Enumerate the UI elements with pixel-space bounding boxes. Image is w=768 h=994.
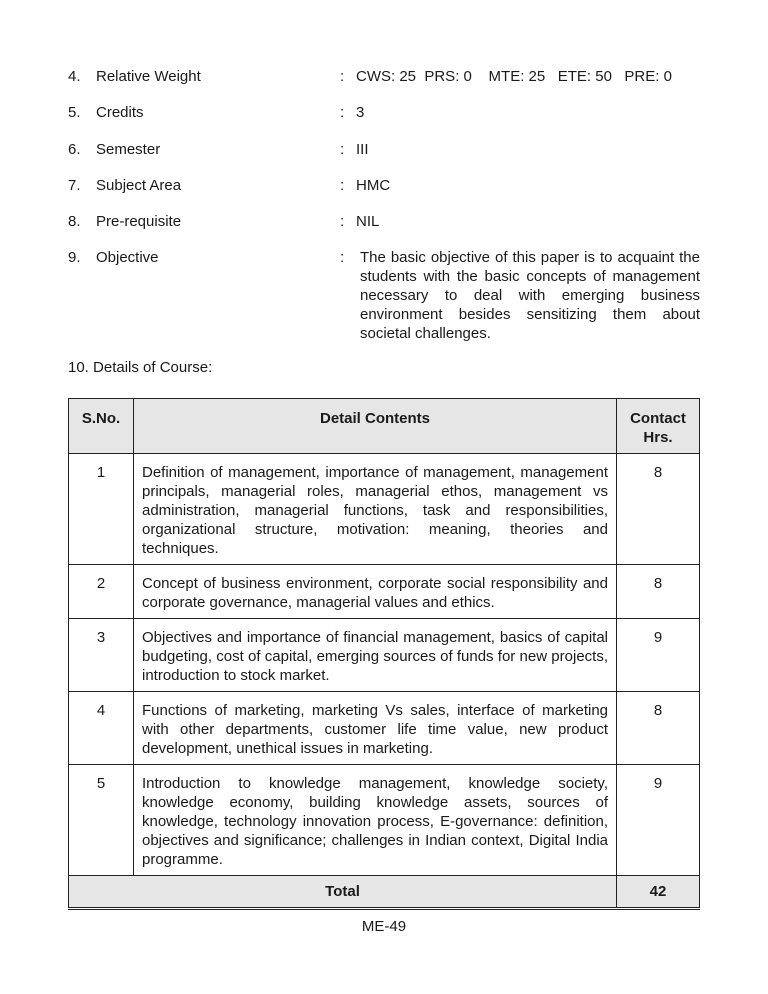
cell-detail: Concept of business environment, corporate social responsibility and corporate governance, managerial values and ethics.: [134, 565, 617, 619]
cell-detail: Functions of marketing, marketing Vs sales, interface of marketing with other departments, customer life time value, new product development, unethical issues in marketing.: [134, 692, 617, 765]
header-contact-hrs-line2: Hrs.: [643, 429, 673, 446]
info-value: HMC: [356, 177, 391, 194]
header-detail-contents: Detail Contents: [134, 399, 617, 454]
table-row: [69, 692, 700, 765]
cell-detail: Definition of management, importance of management, management principals, managerial roles, managerial ethos, management vs administration, managerial functions, task and responsibilities, organizational structure, motivation: meaning, theories and techniques.: [134, 454, 617, 565]
info-colon: :: [340, 213, 345, 230]
info-number: 5.: [68, 104, 81, 121]
info-value: NIL: [356, 213, 380, 230]
info-value: 3: [356, 104, 365, 121]
header-sno: S.No.: [69, 399, 134, 454]
info-label: Credits: [96, 104, 144, 121]
cell-sno: 1: [69, 454, 134, 565]
info-colon: :: [340, 249, 345, 266]
cell-hrs: 9: [617, 619, 700, 692]
info-number: 8.: [68, 213, 81, 230]
info-colon: :: [340, 177, 345, 194]
info-colon: :: [340, 68, 345, 85]
info-label: Objective: [96, 249, 159, 266]
table-row: [69, 619, 700, 692]
info-colon: :: [340, 104, 345, 121]
info-label: Semester: [96, 141, 161, 158]
cell-sno: 4: [69, 692, 134, 765]
total-label: Total: [69, 876, 617, 908]
cell-hrs: 8: [617, 565, 700, 619]
info-number: 4.: [68, 68, 81, 85]
table-row: [69, 454, 700, 565]
table-row: [69, 765, 700, 876]
cell-hrs: 8: [617, 692, 700, 765]
info-label: Pre-requisite: [96, 213, 182, 230]
info-value: III: [356, 141, 369, 158]
table-header-row: [69, 399, 700, 454]
cell-detail: Introduction to knowledge management, knowledge society, knowledge economy, building knowledge assets, sources of knowledge, technology innovation process, E-governance: definition, objectives and significance; challenges in Indian context, Digital India programme.: [134, 765, 617, 876]
cell-detail: Objectives and importance of financial management, basics of capital budgeting, cost of capital, emerging sources of funds for new projects, introduction to stock market.: [134, 619, 617, 692]
info-colon: :: [340, 141, 345, 158]
header-contact-hrs-line1: Contact: [630, 410, 686, 427]
table-row: [69, 565, 700, 619]
cell-sno: 3: [69, 619, 134, 692]
cell-sno: 2: [69, 565, 134, 619]
objective-text: The basic objective of this paper is to acquaint the students with the basic concepts of management necessary to deal with emerging business environment besides sensitizing them about societal challenges.: [360, 249, 700, 342]
header-contact-hrs: [617, 399, 700, 454]
info-number: 9.: [68, 249, 81, 266]
table-total-row: [69, 876, 700, 908]
cell-hrs: 8: [617, 454, 700, 565]
course-details-table: [68, 398, 700, 908]
total-hrs: 42: [617, 876, 700, 908]
footer-divider: [68, 909, 700, 910]
details-of-course-heading: 10. Details of Course:: [68, 359, 213, 376]
page-number: ME-49: [361, 918, 407, 935]
info-label: Relative Weight: [96, 68, 201, 85]
info-label: Subject Area: [96, 177, 182, 194]
info-value: CWS: 25 PRS: 0 MTE: 25 ETE: 50 PRE: 0: [356, 68, 672, 85]
info-number: 7.: [68, 177, 81, 194]
info-number: 6.: [68, 141, 81, 158]
cell-sno: 5: [69, 765, 134, 876]
cell-hrs: 9: [617, 765, 700, 876]
